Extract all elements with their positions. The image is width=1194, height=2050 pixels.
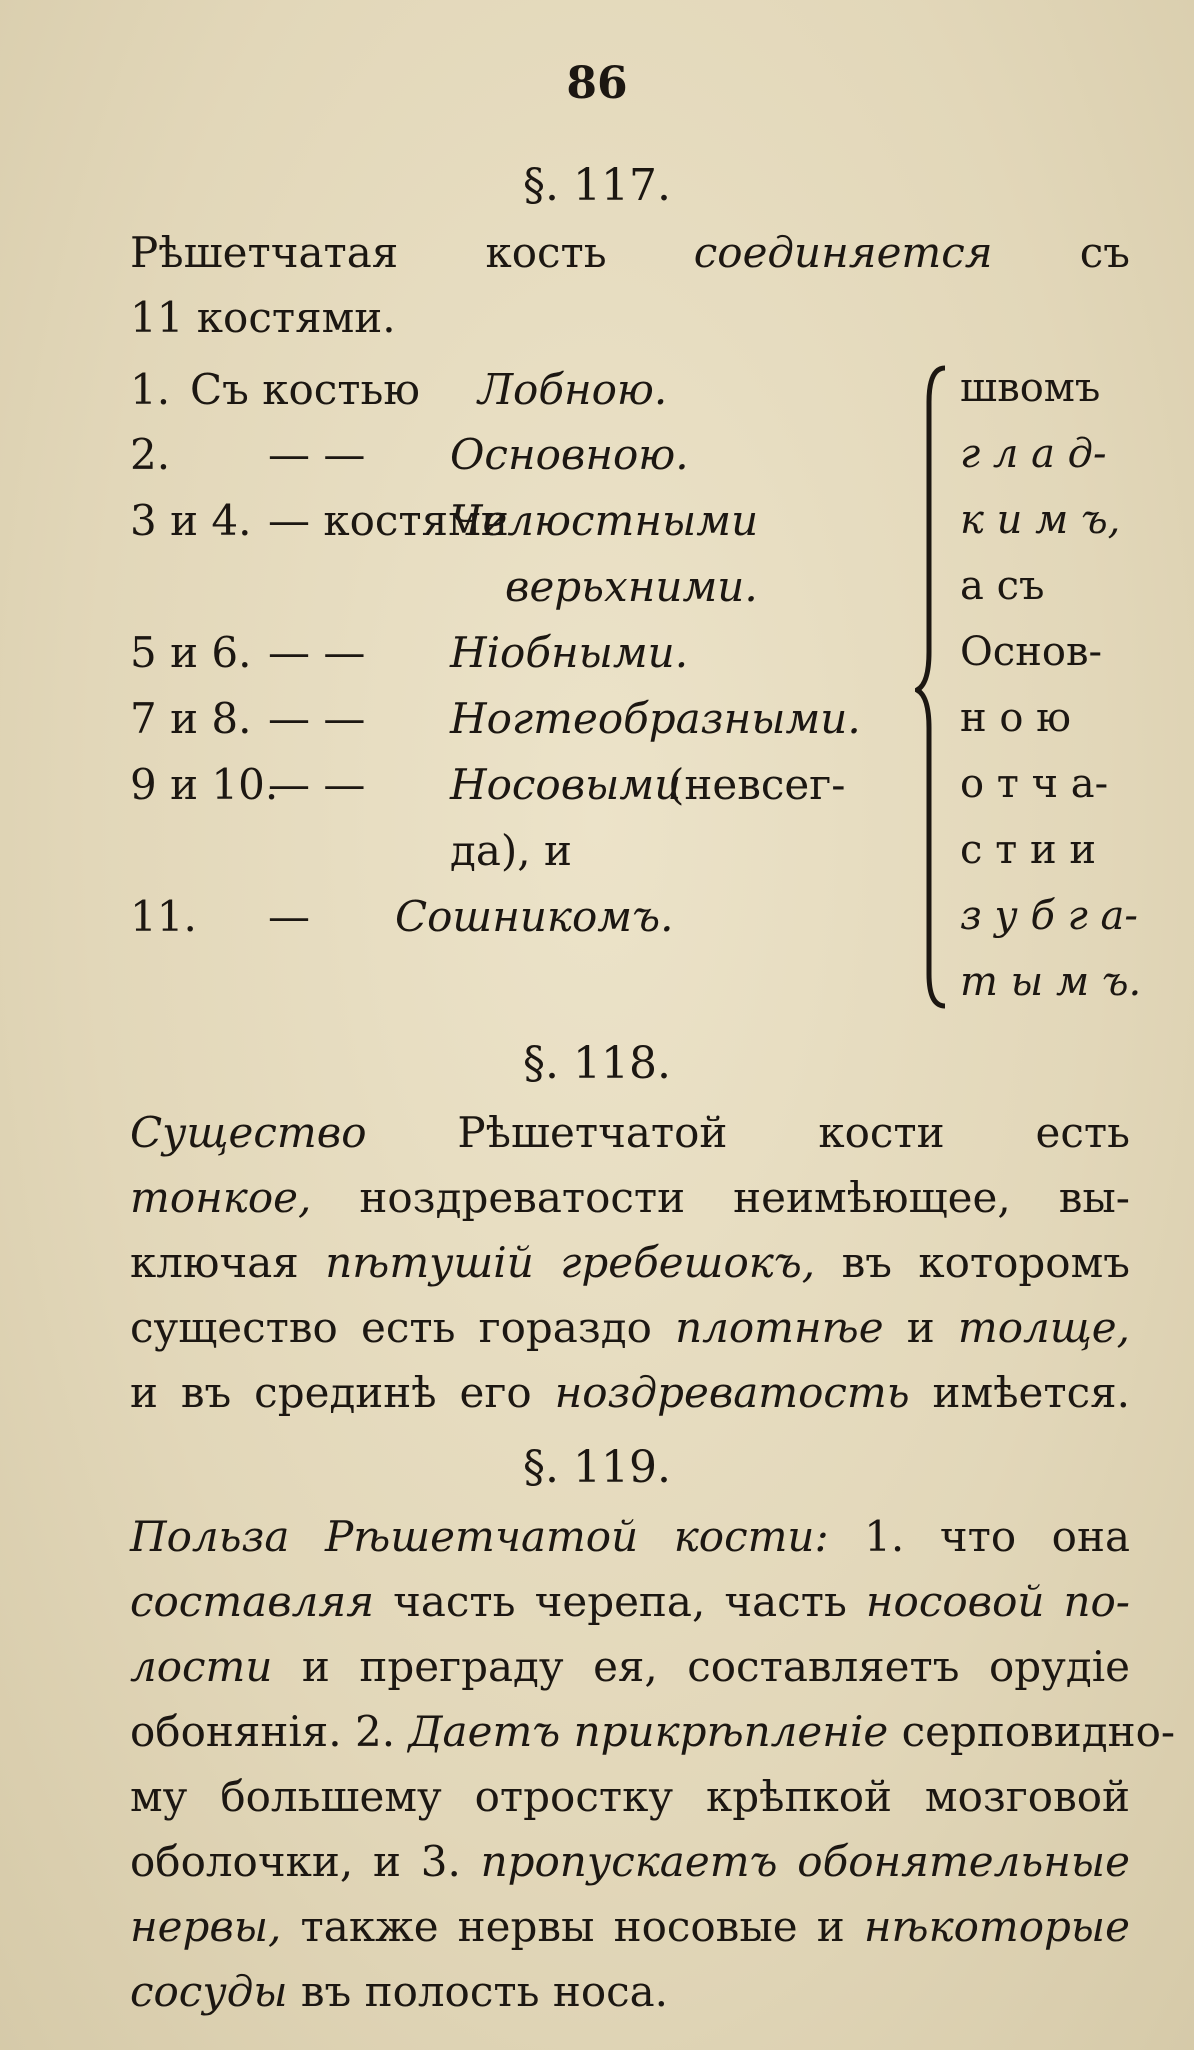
- intro-seg-1: соединяется: [693, 228, 993, 277]
- text-segment: пропускаетъ обонятельные: [480, 1837, 1130, 1886]
- bone-name: Ногтеобразными.: [450, 694, 861, 743]
- row-connector: — —: [268, 628, 366, 677]
- bone-name: Лобною.: [478, 365, 668, 414]
- section-117-intro-2: 11 костями.: [130, 293, 396, 342]
- row-number: 7 и 8.: [130, 694, 252, 743]
- text-segment: сосуды: [130, 1967, 288, 2016]
- row-number: 2.: [130, 430, 171, 479]
- bone-name: Сошникомъ.: [395, 892, 674, 941]
- text-segment: въ полость носа.: [287, 1967, 669, 2016]
- page-number: 86: [566, 58, 628, 109]
- suture-line: швомъ: [960, 365, 1101, 411]
- suture-line: с т и и: [960, 827, 1096, 873]
- s119-line: [130, 1837, 1130, 1886]
- suture-line: к и м ъ,: [960, 497, 1121, 543]
- section-118-heading: §. 118.: [523, 1038, 671, 1089]
- suture-line: а съ: [960, 563, 1045, 609]
- bone-name: Челюстными: [450, 496, 759, 545]
- suture-line: о т ч а-: [960, 761, 1109, 807]
- suture-line: т ы м ъ.: [960, 959, 1142, 1005]
- row-connector: Съ костью: [190, 365, 420, 414]
- text-segment: и въ срединѣ его: [130, 1368, 555, 1417]
- text-segment: и: [883, 1303, 958, 1352]
- text-segment: также нервы носовые и: [281, 1902, 864, 1951]
- section-119-heading: §. 119.: [523, 1442, 671, 1493]
- text-segment: носовой по-: [865, 1577, 1131, 1626]
- text-segment: Рѣшетчатой кости есть: [366, 1108, 1130, 1157]
- s118-line: [130, 1238, 1130, 1287]
- text-segment: имѣется.: [909, 1368, 1130, 1417]
- intro-seg-0: Рѣшетчатая кость: [130, 228, 694, 277]
- text-segment: Польза Рѣшетчатой кости:: [130, 1512, 829, 1561]
- s118-line: [130, 1173, 1130, 1222]
- s119-line: [130, 1642, 1130, 1691]
- row-connector: —: [268, 892, 310, 941]
- row-connector: — костями: [268, 496, 509, 545]
- text-segment: Даетъ прикрѣпленiе: [408, 1707, 889, 1756]
- row-number: 5 и 6.: [130, 628, 252, 677]
- s118-line: [130, 1108, 1130, 1157]
- text-segment: нервы,: [130, 1902, 282, 1951]
- row-connector: — —: [268, 430, 366, 479]
- suture-line: г л а д-: [960, 431, 1107, 477]
- row-number: 9 и 10.: [130, 760, 279, 809]
- text-segment: ключая: [130, 1238, 326, 1287]
- text-segment: нѣкоторые: [863, 1902, 1130, 1951]
- s119-line: [130, 1772, 1130, 1821]
- text-segment: тонкое,: [130, 1173, 312, 1222]
- text-segment: пѣтушiй гребешокъ,: [325, 1238, 816, 1287]
- row-number: 3 и 4.: [130, 496, 252, 545]
- s119-line: [130, 1512, 1130, 1561]
- text-segment: плотнѣе: [675, 1303, 884, 1352]
- text-segment: Существо: [130, 1108, 367, 1157]
- bone-name: Нiобными.: [450, 628, 689, 677]
- row-number: 11.: [130, 892, 197, 941]
- section-117-heading: §. 117.: [523, 160, 671, 211]
- intro-seg-2: съ: [992, 228, 1130, 277]
- s118-line: [130, 1303, 1130, 1352]
- text-segment: въ которомъ: [815, 1238, 1130, 1287]
- s119-line: [130, 1967, 1130, 2016]
- text-segment: и преграду ея, составляетъ орудiе: [272, 1642, 1130, 1691]
- bone-name: Основною.: [450, 430, 689, 479]
- s119-line: [130, 1577, 1130, 1626]
- text-segment: 1. что она: [828, 1512, 1130, 1561]
- section-117-intro: [130, 228, 1130, 277]
- text-segment: составляя: [130, 1577, 375, 1626]
- text-segment: ноздреватости неимѣющее, вы-: [311, 1173, 1130, 1222]
- row-number: 1.: [130, 365, 171, 414]
- text-segment: ноздреватость: [554, 1368, 910, 1417]
- row-connector: — —: [268, 760, 366, 809]
- bone-note: (невсег-: [668, 760, 846, 809]
- text-segment: существо есть гораздо: [130, 1303, 676, 1352]
- text-segment: часть черепа, часть: [374, 1577, 866, 1626]
- s119-line: [130, 1902, 1130, 1951]
- curly-brace: [915, 362, 959, 1012]
- suture-line: Основ-: [960, 629, 1102, 675]
- s119-line: [130, 1707, 1176, 1756]
- bone-note: да), и: [450, 826, 572, 875]
- bone-name: верьхними.: [505, 562, 758, 611]
- row-connector: — —: [268, 694, 366, 743]
- text-segment: толще,: [957, 1303, 1130, 1352]
- suture-line: н о ю: [960, 695, 1071, 741]
- text-segment: оболочки, и 3.: [130, 1837, 481, 1886]
- bone-name: Носовыми: [450, 760, 682, 809]
- text-segment: му большему отростку крѣпкой мозговой: [130, 1772, 1130, 1821]
- suture-line: з у б г а-: [960, 893, 1138, 939]
- s118-line: [130, 1368, 1130, 1417]
- text-segment: обонянiя. 2.: [130, 1707, 409, 1756]
- text-segment: серповидно-: [888, 1707, 1176, 1756]
- text-segment: лости: [130, 1642, 273, 1691]
